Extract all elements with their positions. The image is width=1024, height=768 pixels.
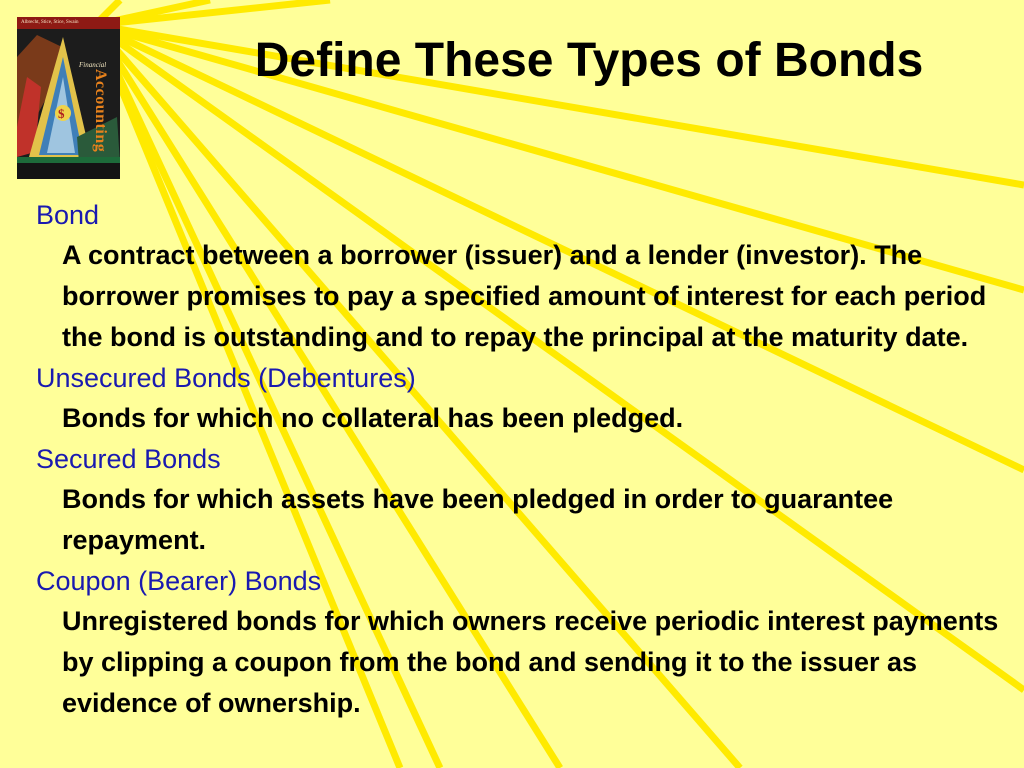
definition-text: Bonds for which assets have been pledged in order to guarantee repayment.	[62, 484, 894, 555]
definition-item-bond	[36, 195, 1021, 358]
definition-item-coupon-bonds	[36, 561, 1021, 724]
cover-title: Accounting	[92, 69, 109, 153]
definition-text: Bonds for which no collateral has been pledged.	[62, 403, 684, 433]
definition-text: A contract between a borrower (issuer) and a lender (investor). The borrower promises to pay a specified amount of interest for each period the bond is outstanding and to repay the principal at the maturity date.	[62, 240, 987, 352]
definition-item-secured-bonds	[36, 439, 1021, 561]
svg-text:$: $	[58, 106, 65, 121]
ray	[95, 0, 330, 25]
definition-text: Unregistered bonds for which owners receive periodic interest payments by clipping a coupon from the bond and sending it to the issuer as evidence of ownership.	[62, 606, 999, 718]
term-label: Unsecured Bonds (Debentures)	[36, 363, 416, 393]
term-label: Bond	[36, 200, 100, 230]
term-label: Coupon (Bearer) Bonds	[36, 566, 322, 596]
definitions-list	[36, 195, 1021, 724]
term-label: Secured Bonds	[36, 444, 221, 474]
slide-title: Define These Types of Bonds	[254, 34, 924, 87]
cover-subtitle: Financial	[79, 61, 107, 69]
definition-item-unsecured-bonds	[36, 358, 1021, 439]
cover-authors: Albrecht, Stice, Stice, Swain	[21, 20, 79, 25]
